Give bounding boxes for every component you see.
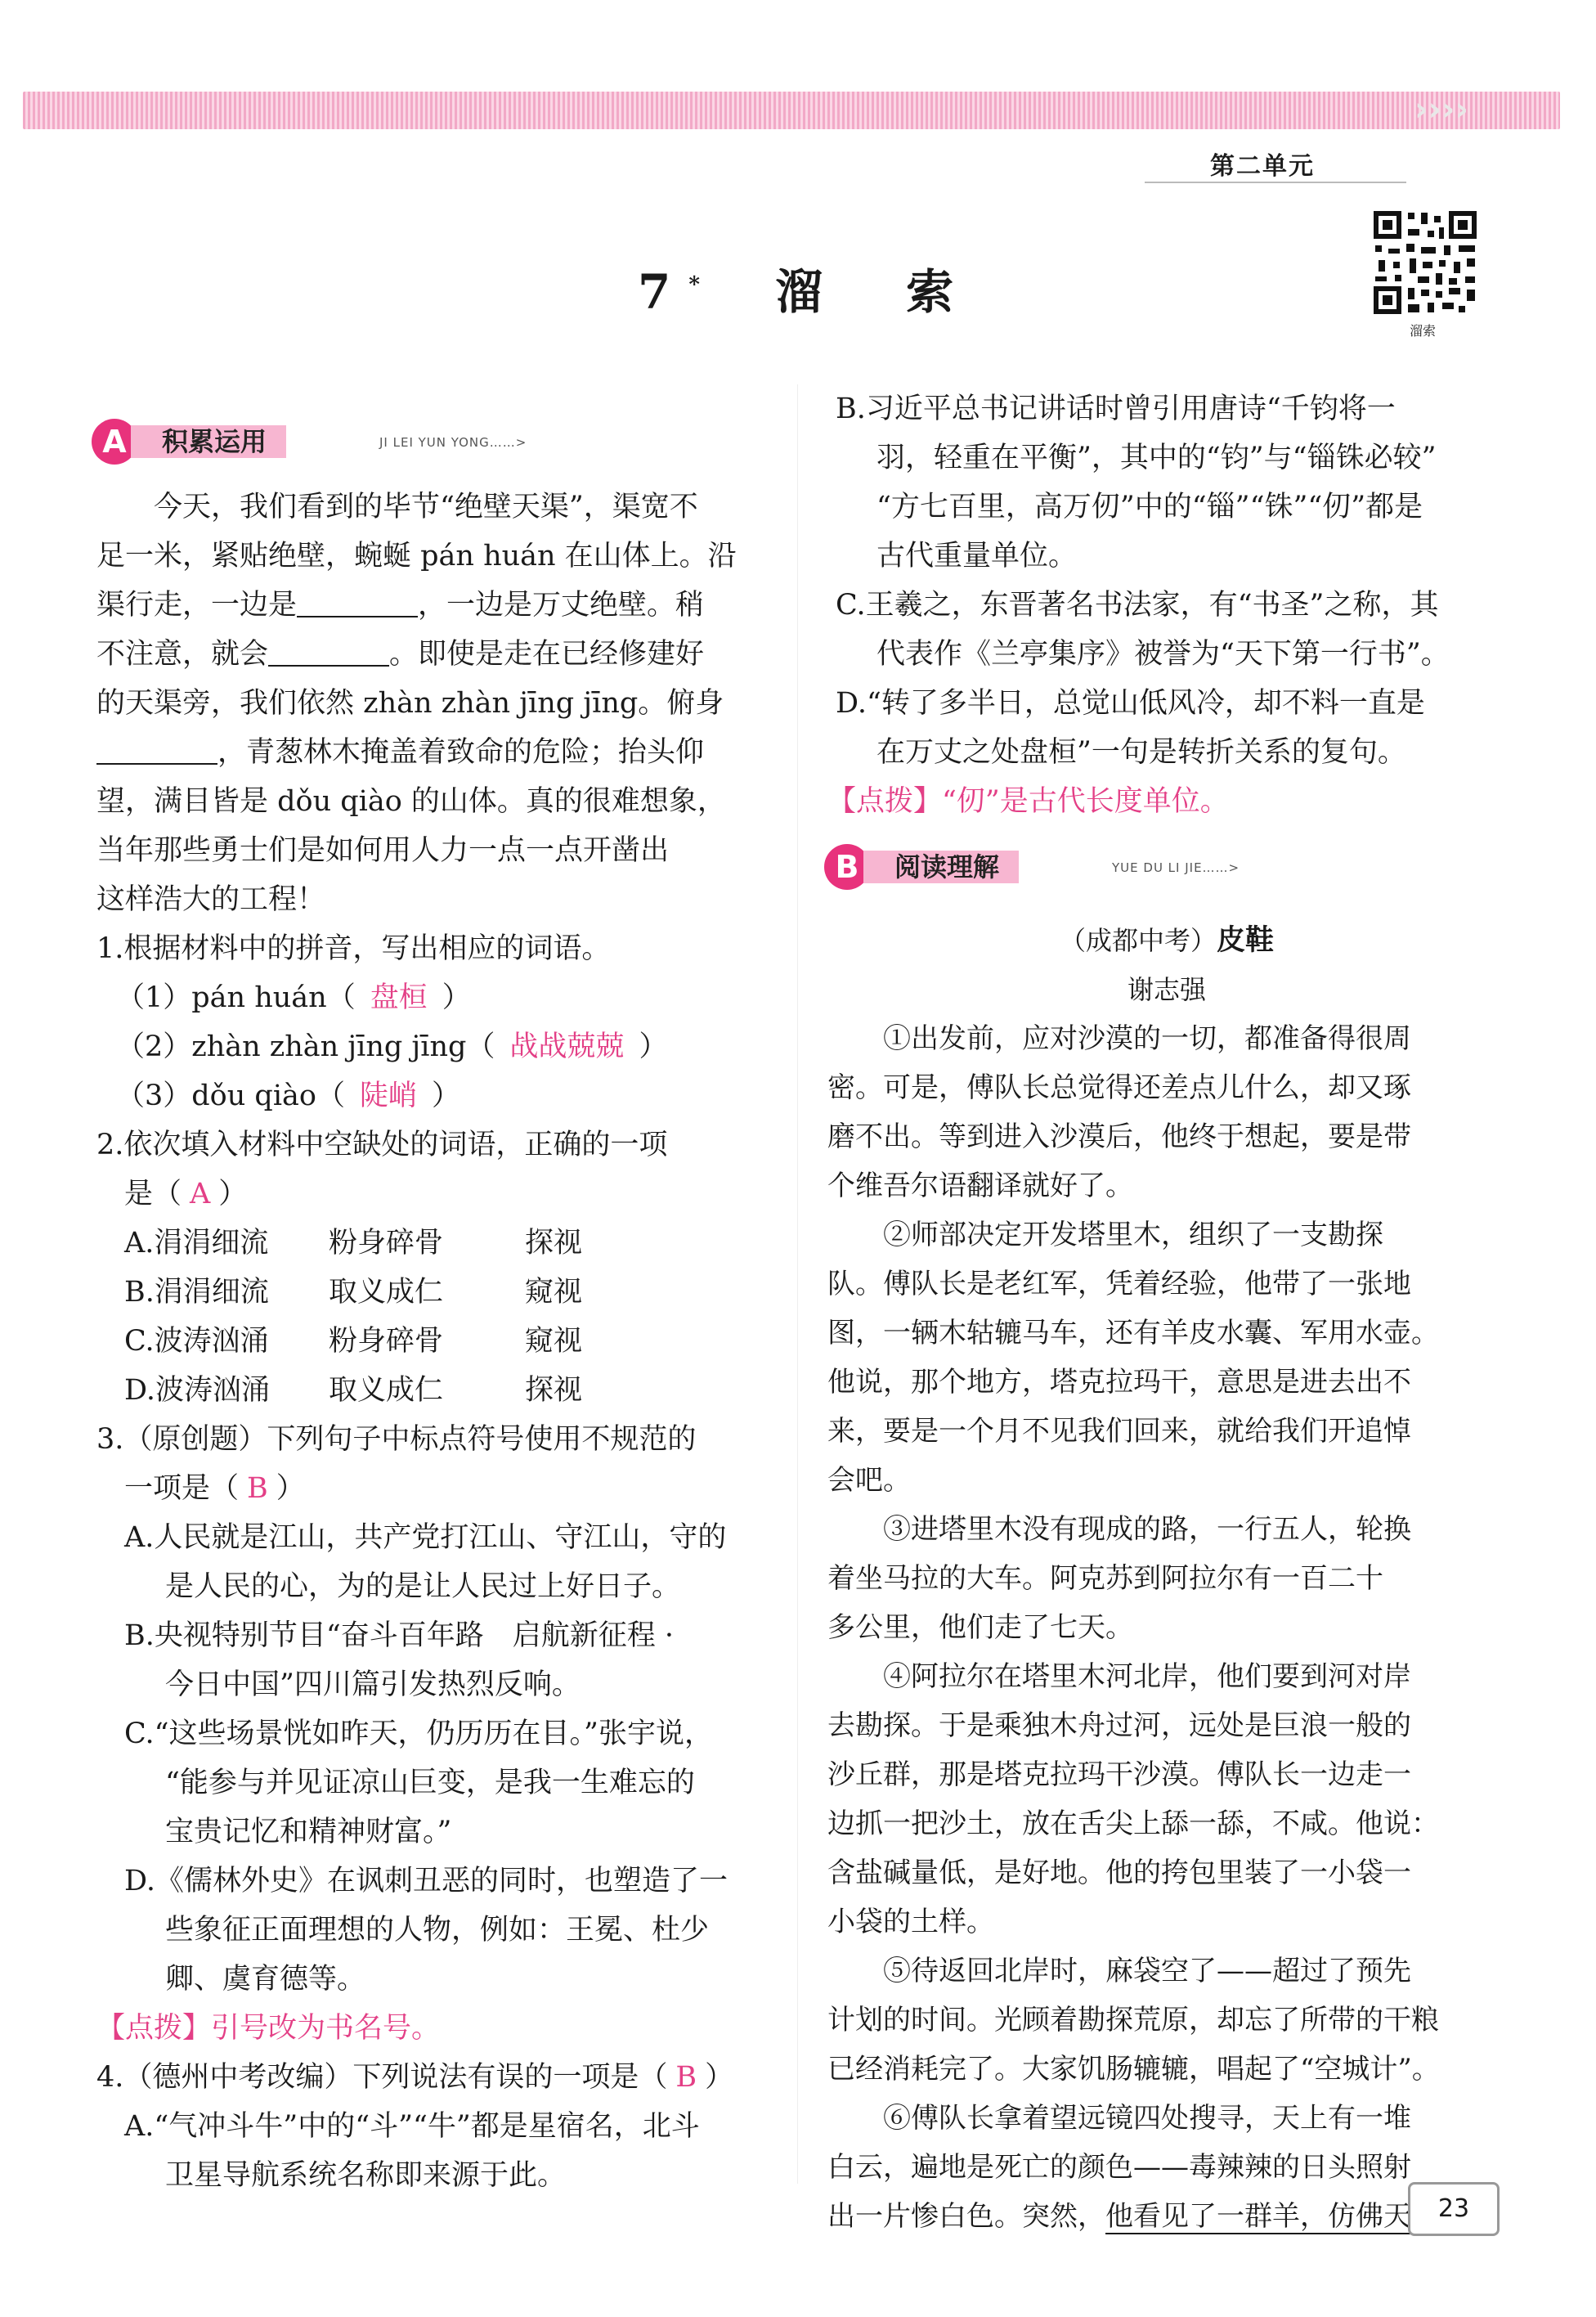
reading-line: 个维吾尔语翻译就好了。 [827, 1170, 1133, 1202]
q4-option: 古代重量单位。 [876, 540, 1078, 573]
passage-line: 足一米，紧贴绝壁，蜿蜒 pán huán 在山体上。沿 [96, 540, 737, 573]
q4-option: A.“气冲斗牛”中的“斗”“牛”都是星宿名，北斗 [124, 2110, 700, 2143]
q4-option: C.王羲之，东晋著名书法家，有“书圣”之称，其 [836, 589, 1439, 622]
q2-option: D.波涛汹涌 取义成仁 探视 [124, 1374, 583, 1407]
lesson-mark: * [688, 272, 700, 298]
section-a-title: 积累运用 [131, 425, 286, 458]
q4-option: 在万丈之处盘桓”一句是转折关系的复句。 [876, 736, 1406, 769]
q4-option: 卫星导航系统名称即来源于此。 [165, 2159, 567, 2192]
reading-line: 边抓一把沙土，放在舌尖上舔一舔，不咸。他说： [827, 1807, 1439, 1840]
section-b-badge: B [824, 844, 870, 890]
q1-item: （3）dǒu qiào（ 陡峭 ） [116, 1080, 460, 1112]
passage-line: 今天，我们看到的毕节“绝壁天渠”，渠宽不 [154, 491, 698, 523]
q3-option: 卿、虞育德等。 [165, 1963, 366, 1996]
passage-line: 当年那些勇士们是如何用人力一点一点开凿出 [96, 834, 670, 867]
section-a-en: JI LEI YUN YONG……> [379, 435, 527, 450]
question-4-stem: 4.（德州中考改编）下列说法有误的一项是（ B ） [96, 2061, 734, 2094]
reading-line: 密。可是，傅队长总觉得还差点儿什么，却又琢 [827, 1071, 1411, 1104]
reading-header [827, 916, 1506, 1014]
passage-line: 不注意，就会 。即使是走在已经修建好 [96, 638, 705, 671]
blank [96, 734, 217, 765]
question-3-stem: 3.（原创题）下列句子中标点符号使用不规范的 [96, 1423, 697, 1456]
blank [268, 636, 389, 667]
question-2-stem: 2.依次填入材料中空缺处的词语，正确的一项 [96, 1129, 668, 1161]
reading-line: 多公里，他们走了七天。 [827, 1611, 1133, 1644]
q2-option: A.涓涓细流 粉身碎骨 探视 [124, 1227, 583, 1260]
reading-line: 计划的时间。光顾着勘探荒原，却忘了所带的干粮 [827, 2004, 1439, 2036]
section-a-header [92, 419, 582, 465]
q4-option: D.“转了多半日，总觉山低风冷，却不料一直是 [836, 687, 1425, 720]
passage-line: 这样浩大的工程！ [96, 883, 326, 916]
q1-answer: 陡峭 [359, 1080, 417, 1112]
q4-answer: B [675, 2061, 697, 2094]
column-divider [797, 384, 798, 2184]
q2-option: B.涓涓细流 取义成仁 窥视 [124, 1276, 583, 1309]
q2-answer: A [190, 1178, 211, 1210]
reading-line: 他说，那个地方，塔克拉玛干，意思是进去出不 [827, 1366, 1411, 1399]
question-3-stem: 一项是（ B ） [124, 1472, 305, 1505]
q1-item: （2）zhàn zhàn jīng jīng（ 战战兢兢 ） [116, 1031, 668, 1063]
q4-option: 羽，轻重在平衡”，其中的“钧”与“锱铢必较” [876, 442, 1437, 474]
q3-answer: B [247, 1472, 268, 1505]
q4-hint: 【点拨】“仞”是古代长度单位。 [827, 785, 1229, 818]
q4-option: B.习近平总书记讲话时曾引用唐诗“千钧将一 [836, 393, 1396, 425]
passage-line: 渠行走，一边是 ，一边是万丈绝壁。稍 [96, 589, 705, 622]
q1-answer: 盘桓 [370, 981, 428, 1014]
reading-line: ⑤待返回北岸时，麻袋空了——超过了预先 [883, 1955, 1411, 1987]
reading-line: 沙丘群，那是塔克拉玛干沙漠。傅队长一边走一 [827, 1758, 1411, 1791]
passage-line: 望，满目皆是 dǒu qiào 的山体。真的很难想象， [96, 785, 726, 818]
reading-line: ④阿拉尔在塔里木河北岸，他们要到河对岸 [883, 1660, 1411, 1693]
lesson-number: 7 [638, 264, 689, 320]
q2-option: C.波涛汹涌 粉身碎骨 窥视 [124, 1325, 583, 1358]
q3-option: D.《儒林外史》在讽刺丑恶的同时，也塑造了一 [124, 1865, 728, 1897]
lesson-title [638, 254, 971, 322]
qr-code-icon [1370, 208, 1480, 317]
chevron-right-icon: ›››› [1414, 91, 1468, 128]
reading-line: ①出发前，应对沙漠的一切，都准备得很周 [883, 1022, 1411, 1055]
q4-option: “方七百里，高万仞”中的“锱”“铢”“仞”都是 [876, 491, 1423, 523]
q3-option: “能参与并见证凉山巨变，是我一生难忘的 [165, 1767, 695, 1799]
right-column [827, 384, 1506, 826]
reading-line: 着坐马拉的大车。阿克苏到阿拉尔有一百二十 [827, 1562, 1383, 1595]
reading-line: ⑥傅队长拿着望远镜四处搜寻，天上有一堆 [883, 2102, 1411, 2135]
reading-line: 已经消耗完了。大家饥肠辘辘，唱起了“空城计”。 [827, 2053, 1440, 2086]
section-b-en: YUE DU LI JIE……> [1112, 860, 1240, 875]
reading-line: ②师部决定开发塔里木，组织了一支勘探 [883, 1219, 1383, 1251]
unit-label: 第二单元 [1210, 152, 1315, 181]
reading-body [827, 1014, 1506, 2241]
reading-line: 小袋的土样。 [827, 1906, 994, 1938]
underlined-text: 他看见了一群羊，仿佛天 [1105, 2200, 1411, 2233]
reading-line: 队。傅队长是老红军，凭着经验，他带了一张地 [827, 1268, 1411, 1300]
passage-line: ，青葱林木掩盖着致命的危险；抬头仰 [96, 728, 775, 777]
section-a-badge: A [92, 419, 137, 465]
q3-option: C.“这些场景恍如昨天，仍历历在目。”张宇说， [124, 1718, 713, 1750]
q1-item: （1）pán huán（ 盘桓 ） [116, 981, 471, 1014]
reading-line: 含盐碱量低，是好地。他的挎包里装了一小袋一 [827, 1857, 1411, 1889]
q1-answer: 战战兢兢 [509, 1031, 625, 1063]
reading-title [827, 916, 1506, 965]
q3-option: B.央视特别节目“奋斗百年路 启航新征程 · [124, 1619, 674, 1652]
section-b-header [824, 844, 1315, 890]
q4-option: 代表作《兰亭集序》被誉为“天下第一行书”。 [876, 638, 1450, 671]
q3-option: 宝贵记忆和精神财富。” [165, 1816, 452, 1848]
reading-source: （成都中考） [1059, 925, 1217, 956]
header-band [23, 92, 1560, 129]
reading-line: 出一片惨白色。突然，他看见了一群羊，仿佛天 [827, 2200, 1411, 2233]
left-column [96, 483, 775, 2200]
qr-caption: 溜索 [1410, 323, 1437, 339]
question-1-stem: 1.根据材料中的拼音，写出相应的词语。 [96, 932, 611, 965]
qr-code[interactable] [1370, 208, 1480, 317]
reading-line: 会吧。 [827, 1464, 911, 1497]
q3-hint: 【点拨】引号改为书名号。 [96, 2012, 441, 2045]
q3-option: A.人民就是江山，共产党打江山、守江山，守的 [124, 1521, 727, 1554]
question-2-stem: 是（ A ） [124, 1178, 248, 1210]
section-b-title: 阅读理解 [863, 851, 1019, 883]
reading-line: 磨不出。等到进入沙漠后，他终于想起，要是带 [827, 1120, 1411, 1153]
passage-line: 的天渠旁，我们依然 zhàn zhàn jīng jīng。俯身 [96, 687, 724, 720]
q3-option: 今日中国”四川篇引发热烈反响。 [165, 1668, 581, 1701]
page-number: 23 [1408, 2182, 1500, 2236]
reading-title-text: 皮鞋 [1217, 923, 1275, 957]
reading-author: 谢志强 [1127, 974, 1206, 1005]
lesson-name: 溜 索 [775, 264, 972, 320]
reading-line: 去勘探。于是乘独木舟过河，远处是巨浪一般的 [827, 1709, 1411, 1742]
reading-line: 图，一辆木轱辘马车，还有羊皮水囊、军用水壶。 [827, 1317, 1439, 1349]
q3-option: 些象征正面理想的人物，例如：王冕、杜少 [165, 1914, 710, 1947]
reading-line: 白云，遍地是死亡的颜色——毒辣辣的日头照射 [827, 2151, 1411, 2184]
q3-option: 是人民的心，为的是让人民过上好日子。 [165, 1570, 681, 1603]
blank [297, 587, 418, 617]
reading-line: 来，要是一个月不见我们回来，就给我们开追悼 [827, 1415, 1411, 1448]
reading-line: ③进塔里木没有现成的路，一行五人，轮换 [883, 1513, 1411, 1546]
